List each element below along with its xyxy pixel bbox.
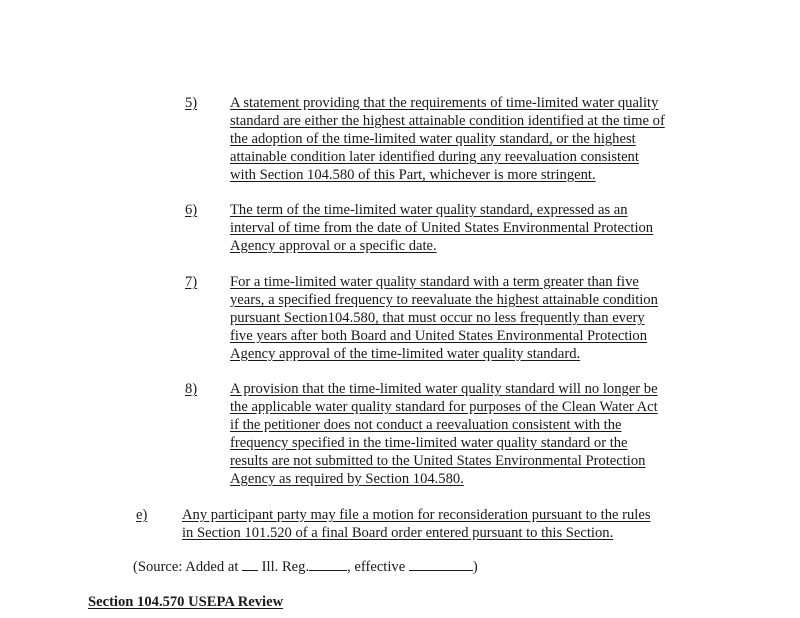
item-line: attainable condition later identified during any reevaluation consistent bbox=[230, 149, 639, 165]
section-heading: Section 104.570 USEPA Review bbox=[88, 594, 284, 610]
item-line: Agency approval or a specific date. bbox=[230, 238, 437, 254]
date-blank bbox=[409, 558, 473, 571]
text-inserted: may file a motion for reconsideration pursuant to the rules bbox=[306, 507, 651, 523]
subsection-text bbox=[182, 506, 702, 542]
item-line: interval of time from the date of United States Environmental Protection bbox=[230, 220, 654, 236]
source-text: (Source: Added at bbox=[133, 559, 243, 575]
item-line: pursuant Section104.580, that must occur no less frequently than every bbox=[230, 310, 645, 326]
item-line: frequency specified in the time-limited water quality standard or the bbox=[230, 435, 628, 451]
item-number: 6) bbox=[185, 202, 198, 218]
source-text: Ill. Reg. bbox=[258, 559, 310, 575]
item-line: if the petitioner does not conduct a reevaluation consistent with the bbox=[230, 417, 622, 433]
item-text bbox=[230, 201, 700, 255]
page-blank bbox=[309, 558, 347, 571]
item-line: For a time-limited water quality standard with a term greater than five bbox=[230, 274, 639, 290]
item-line: with Section 104.580 of this Part, whichever is more stringent. bbox=[230, 167, 596, 183]
item-line: results are not submitted to the United States Environmental Protection bbox=[230, 453, 646, 469]
item-line: A statement providing that the requirements of time-limited water quality bbox=[230, 95, 659, 111]
item-line: the applicable water quality standard for purposes of the Clean Water Act bbox=[230, 399, 658, 415]
item-number: 7) bbox=[185, 274, 198, 290]
source-text: , effective bbox=[347, 559, 409, 575]
item-text bbox=[230, 380, 700, 488]
item-line: years, a specified frequency to reevaluate the highest attainable condition bbox=[230, 292, 658, 308]
item-number: 5) bbox=[185, 95, 198, 111]
item-line: A provision that the time-limited water quality standard will no longer be bbox=[230, 381, 658, 397]
item-text bbox=[230, 273, 700, 363]
item-text bbox=[230, 94, 700, 184]
subsection-line-1 bbox=[182, 506, 702, 524]
source-text: ) bbox=[472, 559, 478, 575]
item-line: The term of the time-limited water quality standard, expressed as an bbox=[230, 202, 628, 218]
item-line: Agency as required by Section 104.580. bbox=[230, 471, 464, 487]
source-note bbox=[133, 558, 478, 576]
item-line: five years after both Board and United States Environmental Protection bbox=[230, 328, 648, 344]
item-number: 8) bbox=[185, 381, 198, 397]
subsection-letter: e) bbox=[136, 507, 148, 523]
volume-blank bbox=[242, 558, 258, 571]
item-line: the adoption of the time-limited water quality standard, or the highest bbox=[230, 131, 636, 147]
text-inserted: Any participant bbox=[182, 507, 277, 523]
text-struck: party bbox=[276, 507, 307, 523]
item-line: Agency approval of the time-limited water quality standard. bbox=[230, 346, 581, 362]
subsection-line-2: in Section 101.520 of a final Board order entered pursuant to this Section. bbox=[182, 525, 614, 541]
item-line: standard are either the highest attainable condition identified at the time of bbox=[230, 113, 665, 129]
